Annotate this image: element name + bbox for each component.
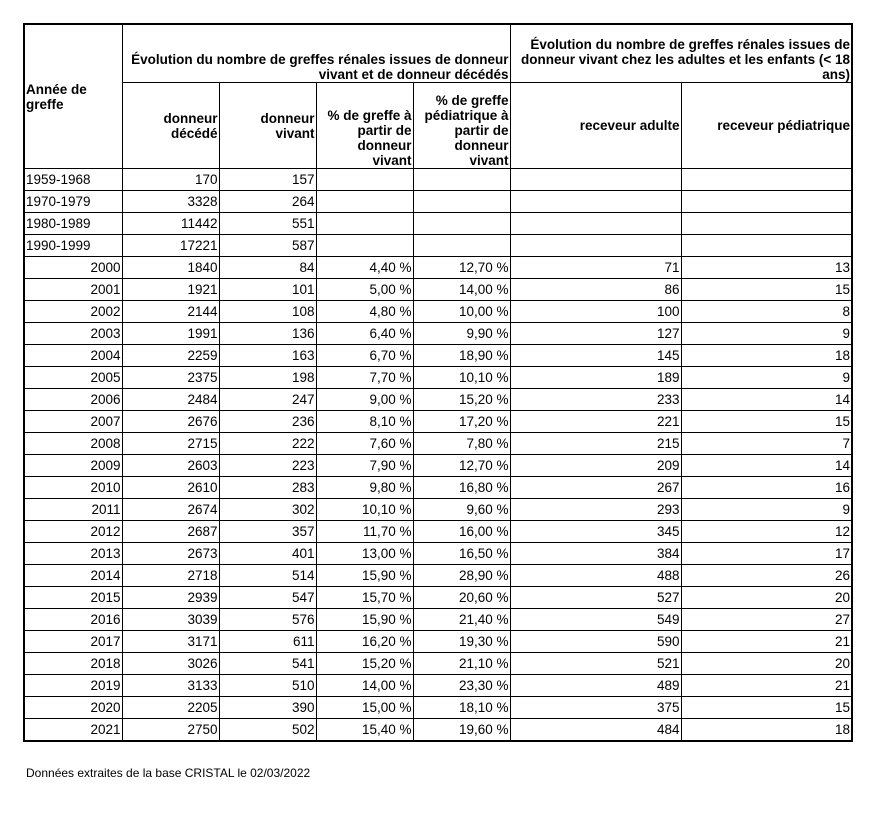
table-row: [24, 587, 852, 609]
deceased-donor-cell: 1921: [122, 279, 219, 301]
pediatric-recipient-cell: 14: [681, 455, 852, 477]
pediatric-recipient-cell: 18: [681, 719, 852, 742]
pediatric-recipient-cell: 13: [681, 257, 852, 279]
deceased-donor-cell: 3039: [122, 609, 219, 631]
adult-recipient-cell: 293: [510, 499, 681, 521]
living-donor-cell: 510: [219, 675, 316, 697]
pct-pediatric-cell: 16,80 %: [413, 477, 510, 499]
living-donor-cell: 101: [219, 279, 316, 301]
table-row: [24, 499, 852, 521]
adult-recipient-cell: 127: [510, 323, 681, 345]
pct-pediatric-cell: 28,90 %: [413, 565, 510, 587]
table-row: [24, 653, 852, 675]
pct-pediatric-cell: [413, 191, 510, 213]
pct-living-cell: 6,40 %: [316, 323, 413, 345]
column-header-pediatric-recipient: receveur pédiatrique: [681, 83, 852, 169]
year-cell: 2021: [24, 719, 122, 742]
deceased-donor-cell: 2610: [122, 477, 219, 499]
deceased-donor-cell: 3026: [122, 653, 219, 675]
table-row: [24, 697, 852, 719]
pct-pediatric-cell: 21,10 %: [413, 653, 510, 675]
table-row: [24, 631, 852, 653]
table-row: [24, 543, 852, 565]
pediatric-recipient-cell: 14: [681, 389, 852, 411]
adult-recipient-cell: 488: [510, 565, 681, 587]
pct-living-cell: 15,20 %: [316, 653, 413, 675]
deceased-donor-cell: 11442: [122, 213, 219, 235]
pediatric-recipient-cell: 12: [681, 521, 852, 543]
pct-living-cell: [316, 169, 413, 191]
column-header-deceased-donor: donneur décédé: [122, 83, 219, 169]
living-donor-cell: 236: [219, 411, 316, 433]
source-footnote: Données extraites de la base CRISTAL le 02/03/2022: [26, 766, 311, 780]
pediatric-recipient-cell: 15: [681, 411, 852, 433]
year-cell: 2005: [24, 367, 122, 389]
table-row: [24, 411, 852, 433]
pct-living-cell: 15,70 %: [316, 587, 413, 609]
living-donor-cell: 302: [219, 499, 316, 521]
adult-recipient-cell: 590: [510, 631, 681, 653]
pct-living-cell: 15,40 %: [316, 719, 413, 742]
deceased-donor-cell: 2676: [122, 411, 219, 433]
pct-pediatric-cell: 18,90 %: [413, 345, 510, 367]
year-cell: 2002: [24, 301, 122, 323]
year-column-header: Année de greffe: [24, 24, 122, 169]
deceased-donor-cell: 2715: [122, 433, 219, 455]
year-cell: 1970-1979: [24, 191, 122, 213]
living-donor-cell: 163: [219, 345, 316, 367]
adult-recipient-cell: 221: [510, 411, 681, 433]
pct-living-cell: 15,90 %: [316, 609, 413, 631]
pct-pediatric-cell: 12,70 %: [413, 455, 510, 477]
adult-recipient-cell: 521: [510, 653, 681, 675]
table-row: [24, 565, 852, 587]
living-donor-cell: 198: [219, 367, 316, 389]
pct-pediatric-cell: [413, 169, 510, 191]
pct-pediatric-cell: 15,20 %: [413, 389, 510, 411]
pct-living-cell: 11,70 %: [316, 521, 413, 543]
year-cell: 2001: [24, 279, 122, 301]
year-cell: 2004: [24, 345, 122, 367]
table-row: [24, 191, 852, 213]
pediatric-recipient-cell: 21: [681, 675, 852, 697]
pct-pediatric-cell: 7,80 %: [413, 433, 510, 455]
living-donor-cell: 357: [219, 521, 316, 543]
table-row: [24, 675, 852, 697]
pct-living-cell: 7,60 %: [316, 433, 413, 455]
pediatric-recipient-cell: 18: [681, 345, 852, 367]
pct-pediatric-cell: 9,60 %: [413, 499, 510, 521]
year-cell: 2003: [24, 323, 122, 345]
adult-recipient-cell: 549: [510, 609, 681, 631]
column-header-living-donor: donneur vivant: [219, 83, 316, 169]
deceased-donor-cell: 1840: [122, 257, 219, 279]
table-body: [24, 169, 852, 742]
pct-pediatric-cell: [413, 213, 510, 235]
pediatric-recipient-cell: 20: [681, 587, 852, 609]
adult-recipient-cell: [510, 191, 681, 213]
deceased-donor-cell: 2673: [122, 543, 219, 565]
table-row: [24, 301, 852, 323]
pct-pediatric-cell: 10,00 %: [413, 301, 510, 323]
pct-living-cell: 14,00 %: [316, 675, 413, 697]
table-row: [24, 367, 852, 389]
year-cell: 2013: [24, 543, 122, 565]
deceased-donor-cell: 3171: [122, 631, 219, 653]
living-donor-cell: 547: [219, 587, 316, 609]
adult-recipient-cell: 215: [510, 433, 681, 455]
living-donor-cell: 401: [219, 543, 316, 565]
year-cell: 1980-1989: [24, 213, 122, 235]
adult-recipient-cell: 345: [510, 521, 681, 543]
pct-living-cell: 10,10 %: [316, 499, 413, 521]
table-row: [24, 323, 852, 345]
pct-living-cell: 4,40 %: [316, 257, 413, 279]
table-row: [24, 719, 852, 742]
year-cell: 2000: [24, 257, 122, 279]
deceased-donor-cell: 2939: [122, 587, 219, 609]
adult-recipient-cell: 189: [510, 367, 681, 389]
table-row: [24, 345, 852, 367]
pediatric-recipient-cell: 26: [681, 565, 852, 587]
group-header-living-and-deceased: Évolution du nombre de greffes rénales issues de donneur vivant et de donneur décédés: [122, 24, 510, 83]
table-row: [24, 521, 852, 543]
pediatric-recipient-cell: 17: [681, 543, 852, 565]
adult-recipient-cell: 145: [510, 345, 681, 367]
deceased-donor-cell: 3328: [122, 191, 219, 213]
living-donor-cell: 611: [219, 631, 316, 653]
pediatric-recipient-cell: 15: [681, 697, 852, 719]
year-cell: 2011: [24, 499, 122, 521]
living-donor-cell: 264: [219, 191, 316, 213]
adult-recipient-cell: 209: [510, 455, 681, 477]
deceased-donor-cell: 2144: [122, 301, 219, 323]
pct-pediatric-cell: 19,60 %: [413, 719, 510, 742]
deceased-donor-cell: 2674: [122, 499, 219, 521]
adult-recipient-cell: [510, 169, 681, 191]
living-donor-cell: 223: [219, 455, 316, 477]
year-cell: 2018: [24, 653, 122, 675]
year-cell: 2012: [24, 521, 122, 543]
adult-recipient-cell: [510, 213, 681, 235]
pediatric-recipient-cell: [681, 235, 852, 257]
pediatric-recipient-cell: 7: [681, 433, 852, 455]
pct-living-cell: [316, 191, 413, 213]
deceased-donor-cell: 2687: [122, 521, 219, 543]
group-header-adult-and-pediatric: Évolution du nombre de greffes rénales issues de donneur vivant chez les adultes et les enfants (< 18 ans): [510, 24, 852, 83]
pct-pediatric-cell: 9,90 %: [413, 323, 510, 345]
adult-recipient-cell: [510, 235, 681, 257]
pct-pediatric-cell: 19,30 %: [413, 631, 510, 653]
pct-living-cell: 9,00 %: [316, 389, 413, 411]
year-cell: 2017: [24, 631, 122, 653]
deceased-donor-cell: 2375: [122, 367, 219, 389]
year-cell: 2015: [24, 587, 122, 609]
pct-living-cell: 5,00 %: [316, 279, 413, 301]
adult-recipient-cell: 527: [510, 587, 681, 609]
pct-living-cell: [316, 235, 413, 257]
pediatric-recipient-cell: 8: [681, 301, 852, 323]
year-cell: 2010: [24, 477, 122, 499]
pct-pediatric-cell: 16,50 %: [413, 543, 510, 565]
deceased-donor-cell: 17221: [122, 235, 219, 257]
pct-living-cell: 8,10 %: [316, 411, 413, 433]
adult-recipient-cell: 384: [510, 543, 681, 565]
pct-living-cell: 9,80 %: [316, 477, 413, 499]
deceased-donor-cell: 2259: [122, 345, 219, 367]
adult-recipient-cell: 489: [510, 675, 681, 697]
pediatric-recipient-cell: 21: [681, 631, 852, 653]
table-row: [24, 477, 852, 499]
living-donor-cell: 576: [219, 609, 316, 631]
living-donor-cell: 222: [219, 433, 316, 455]
pediatric-recipient-cell: 27: [681, 609, 852, 631]
table-row: [24, 213, 852, 235]
deceased-donor-cell: 2750: [122, 719, 219, 742]
adult-recipient-cell: 375: [510, 697, 681, 719]
deceased-donor-cell: 2603: [122, 455, 219, 477]
pct-pediatric-cell: 21,40 %: [413, 609, 510, 631]
table-row: [24, 235, 852, 257]
pediatric-recipient-cell: 16: [681, 477, 852, 499]
table-row: [24, 433, 852, 455]
column-header-adult-recipient: receveur adulte: [510, 83, 681, 169]
pct-pediatric-cell: 20,60 %: [413, 587, 510, 609]
pct-pediatric-cell: 23,30 %: [413, 675, 510, 697]
living-donor-cell: 157: [219, 169, 316, 191]
table-row: [24, 169, 852, 191]
table-row: [24, 279, 852, 301]
kidney-graft-table: [23, 23, 853, 742]
year-cell: 2020: [24, 697, 122, 719]
adult-recipient-cell: 71: [510, 257, 681, 279]
year-cell: 2016: [24, 609, 122, 631]
living-donor-cell: 551: [219, 213, 316, 235]
year-cell: 2006: [24, 389, 122, 411]
pct-pediatric-cell: 17,20 %: [413, 411, 510, 433]
pct-living-cell: 4,80 %: [316, 301, 413, 323]
pct-living-cell: 7,90 %: [316, 455, 413, 477]
pct-pediatric-cell: 12,70 %: [413, 257, 510, 279]
pct-pediatric-cell: 18,10 %: [413, 697, 510, 719]
adult-recipient-cell: 484: [510, 719, 681, 742]
year-cell: 1990-1999: [24, 235, 122, 257]
year-cell: 2008: [24, 433, 122, 455]
deceased-donor-cell: 170: [122, 169, 219, 191]
adult-recipient-cell: 100: [510, 301, 681, 323]
deceased-donor-cell: 3133: [122, 675, 219, 697]
pct-pediatric-cell: 10,10 %: [413, 367, 510, 389]
pediatric-recipient-cell: 9: [681, 323, 852, 345]
pct-pediatric-cell: 16,00 %: [413, 521, 510, 543]
adult-recipient-cell: 267: [510, 477, 681, 499]
pct-living-cell: 16,20 %: [316, 631, 413, 653]
table-row: [24, 455, 852, 477]
year-cell: 1959-1968: [24, 169, 122, 191]
living-donor-cell: 541: [219, 653, 316, 675]
pct-living-cell: 6,70 %: [316, 345, 413, 367]
pct-living-cell: 7,70 %: [316, 367, 413, 389]
pct-living-cell: 15,00 %: [316, 697, 413, 719]
pediatric-recipient-cell: [681, 191, 852, 213]
living-donor-cell: 502: [219, 719, 316, 742]
living-donor-cell: 390: [219, 697, 316, 719]
pct-pediatric-cell: [413, 235, 510, 257]
deceased-donor-cell: 2205: [122, 697, 219, 719]
living-donor-cell: 136: [219, 323, 316, 345]
pediatric-recipient-cell: [681, 213, 852, 235]
pediatric-recipient-cell: 20: [681, 653, 852, 675]
year-cell: 2007: [24, 411, 122, 433]
year-cell: 2009: [24, 455, 122, 477]
column-header-pct-living: % de greffe à partir de donneur vivant: [316, 83, 413, 169]
table-row: [24, 389, 852, 411]
pct-living-cell: 13,00 %: [316, 543, 413, 565]
table-row: [24, 609, 852, 631]
year-cell: 2014: [24, 565, 122, 587]
adult-recipient-cell: 86: [510, 279, 681, 301]
pct-living-cell: [316, 213, 413, 235]
living-donor-cell: 587: [219, 235, 316, 257]
pct-pediatric-cell: 14,00 %: [413, 279, 510, 301]
living-donor-cell: 283: [219, 477, 316, 499]
deceased-donor-cell: 2718: [122, 565, 219, 587]
adult-recipient-cell: 233: [510, 389, 681, 411]
pct-living-cell: 15,90 %: [316, 565, 413, 587]
table-row: [24, 257, 852, 279]
deceased-donor-cell: 2484: [122, 389, 219, 411]
pediatric-recipient-cell: 9: [681, 499, 852, 521]
living-donor-cell: 514: [219, 565, 316, 587]
living-donor-cell: 247: [219, 389, 316, 411]
pediatric-recipient-cell: [681, 169, 852, 191]
deceased-donor-cell: 1991: [122, 323, 219, 345]
year-cell: 2019: [24, 675, 122, 697]
column-header-pct-pediatric: % de greffe pédiatrique à partir de donneur vivant: [413, 83, 510, 169]
pediatric-recipient-cell: 9: [681, 367, 852, 389]
pediatric-recipient-cell: 15: [681, 279, 852, 301]
living-donor-cell: 84: [219, 257, 316, 279]
living-donor-cell: 108: [219, 301, 316, 323]
